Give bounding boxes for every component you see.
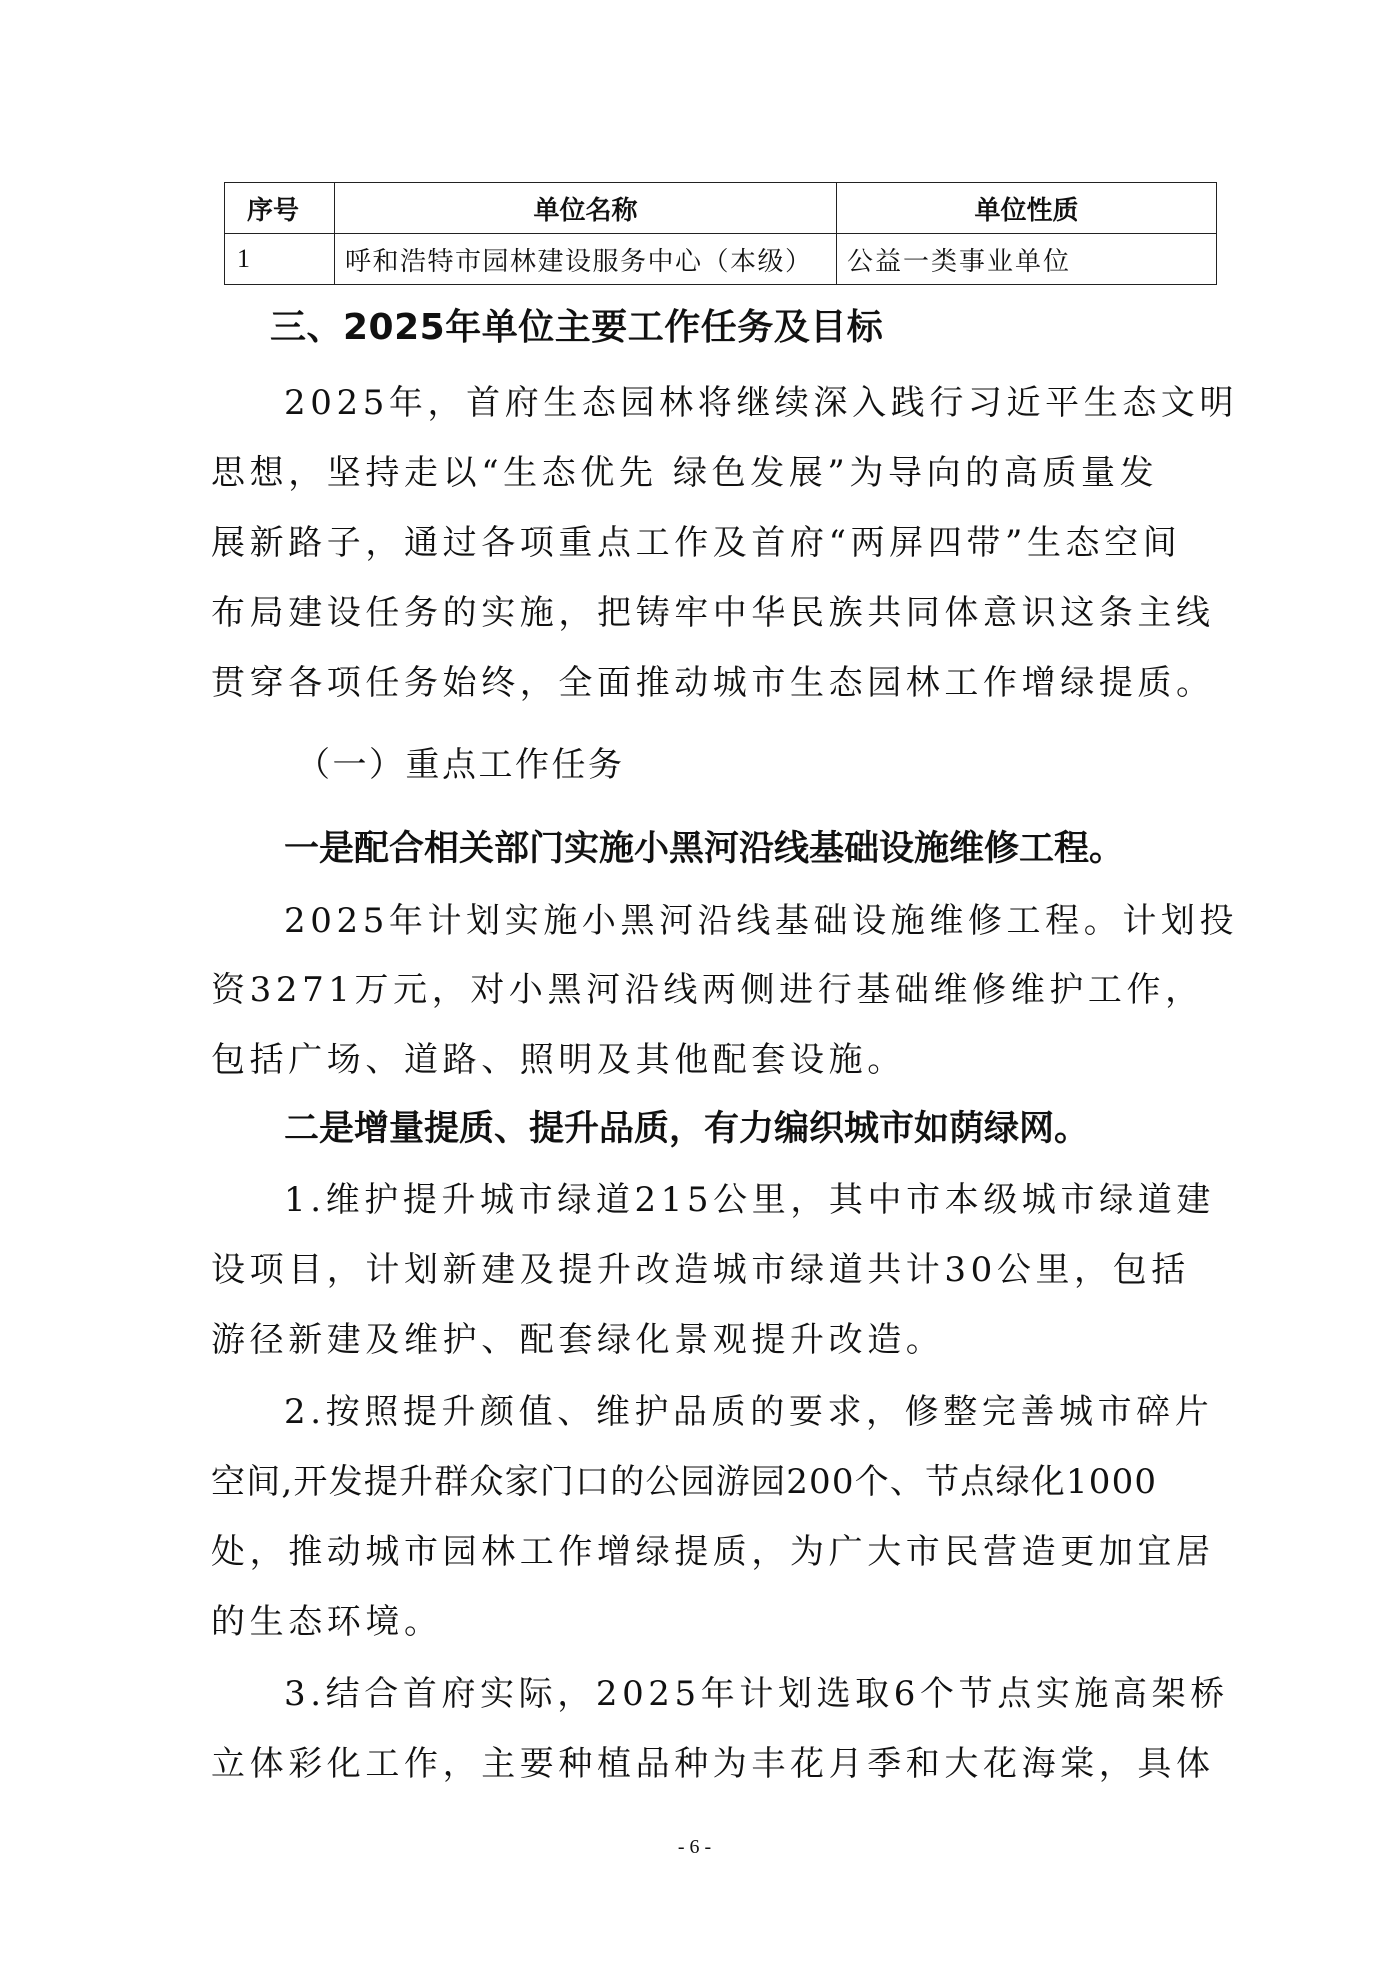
task-one-line-1: 2025年计划实施小黑河沿线基础设施维修工程。计划投: [284, 901, 1239, 941]
unit-table: [224, 182, 1217, 285]
intro-line-5: 贯穿各项任务始终，全面推动城市生态园林工作增绿提质。: [211, 663, 1215, 703]
table-cell-unit-nature: 公益一类事业单位: [837, 234, 1217, 285]
task-two-item2-line-4: 的生态环境。: [211, 1602, 443, 1642]
task-two-item1-line-1: 1.维护提升城市绿道215公里，其中市本级城市绿道建: [284, 1180, 1215, 1220]
task-two-item2-line-3: 处，推动城市园林工作增绿提质，为广大市民营造更加宜居: [211, 1532, 1215, 1572]
intro-line-4: 布局建设任务的实施，把铸牢中华民族共同体意识这条主线: [211, 593, 1215, 633]
intro-line-3: 展新路子，通过各项重点工作及首府“两屏四带”生态空间: [211, 523, 1182, 563]
task-two-item1-line-2: 设项目，计划新建及提升改造城市绿道共计30公里，包括: [211, 1250, 1190, 1290]
task-one-line-2: 资3271万元，对小黑河沿线两侧进行基础维修维护工作，: [211, 970, 1204, 1010]
task-one-title: 一是配合相关部门实施小黑河沿线基础设施维修工程。: [284, 829, 1125, 869]
task-two-item3-line-1: 3.结合首府实际，2025年计划选取6个节点实施高架桥: [284, 1674, 1229, 1714]
task-two-title: 二是增量提质、提升品质，有力编织城市如荫绿网。: [284, 1109, 1090, 1149]
section-heading: 三、2025年单位主要工作任务及目标: [270, 307, 884, 348]
intro-line-2: 思想，坚持走以“生态优先 绿色发展”为导向的高质量发: [211, 453, 1159, 493]
subheading-key-tasks: （一）重点工作任务: [296, 745, 625, 785]
table-header-unit-name: 单位名称: [335, 183, 837, 234]
table-cell-unit-name: 呼和浩特市园林建设服务中心（本级）: [335, 234, 837, 285]
task-one-line-3: 包括广场、道路、照明及其他配套设施。: [211, 1040, 906, 1080]
table-header-row: [225, 183, 1217, 234]
table-cell-index: 1: [225, 234, 335, 285]
table-header-index: 序号: [225, 183, 335, 234]
table-header-unit-nature: 单位性质: [837, 183, 1217, 234]
table-row: [225, 234, 1217, 285]
page-number: - 6 -: [677, 1836, 712, 1858]
task-two-item2-line-2: 空间,开发提升群众家门口的公园游园200个、节点绿化1000: [211, 1462, 1158, 1502]
task-two-item3-line-2: 立体彩化工作，主要种植品种为丰花月季和大花海棠，具体: [211, 1744, 1215, 1784]
task-two-item2-line-1: 2.按照提升颜值、维护品质的要求，修整完善城市碎片: [284, 1392, 1214, 1432]
task-two-item1-line-3: 游径新建及维护、配套绿化景观提升改造。: [211, 1320, 945, 1360]
intro-line-1: 2025年，首府生态园林将继续深入践行习近平生态文明: [284, 383, 1239, 423]
